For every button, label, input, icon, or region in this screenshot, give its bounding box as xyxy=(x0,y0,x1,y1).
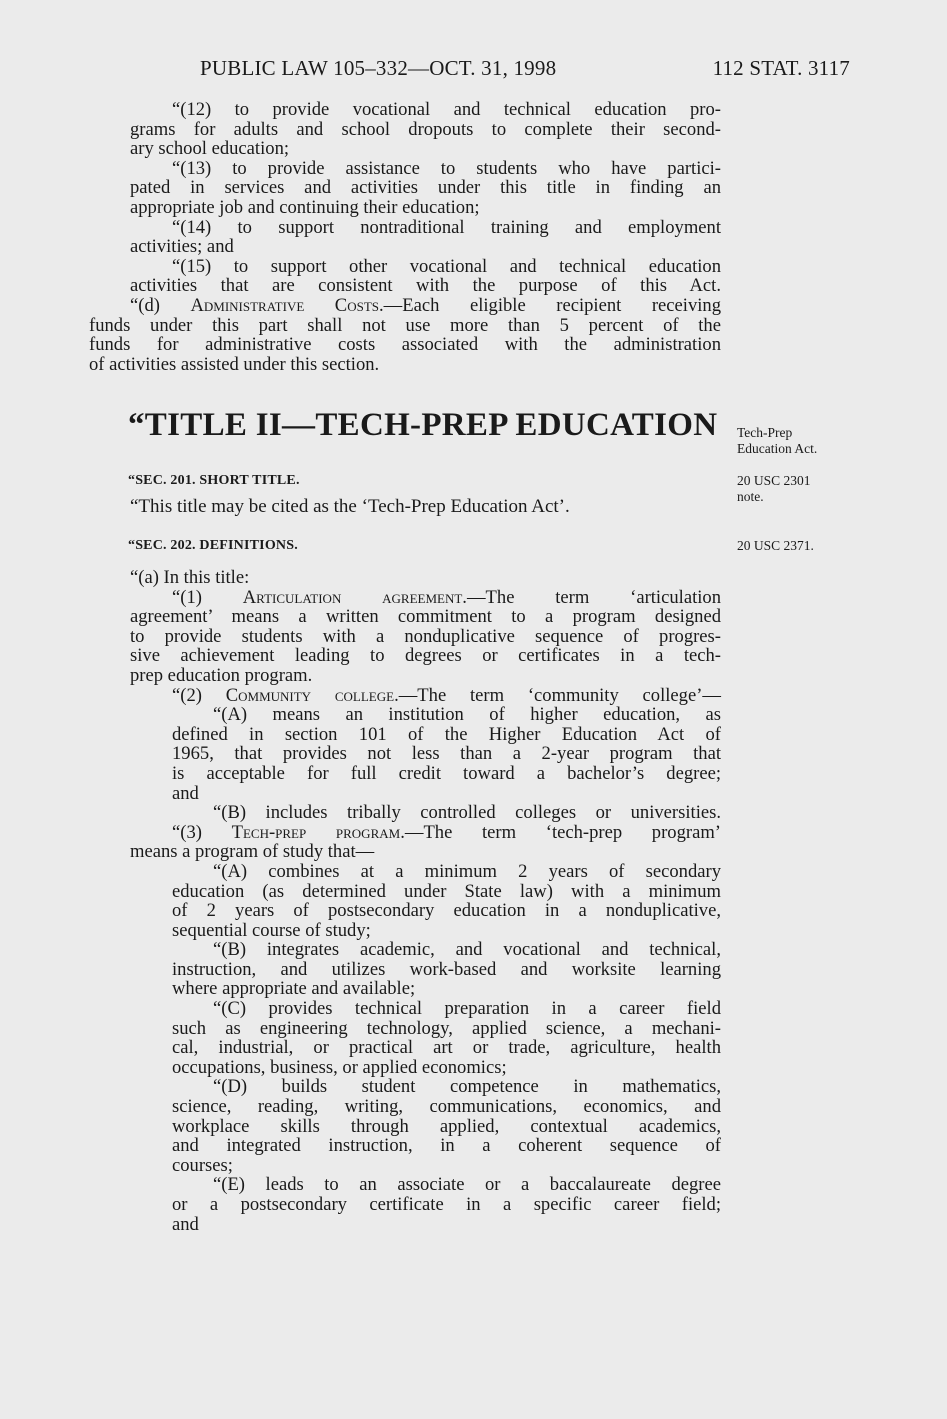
header-public-law: PUBLIC LAW 105–332—OCT. 31, 1998 xyxy=(200,56,557,80)
def2-prefix: “(2) xyxy=(172,684,226,706)
def-line: science, reading, writing, communications, economics, and xyxy=(172,1096,721,1118)
definitions-block xyxy=(89,568,721,1234)
margin-note-line: note. xyxy=(737,488,764,504)
para-line: activities that are consistent with the purpose of this Act. xyxy=(130,275,721,297)
para-line: of activities assisted under this section. xyxy=(89,353,380,375)
def3-term: Tech-prep program xyxy=(231,821,401,843)
def-line: and xyxy=(172,782,199,804)
margin-note-line: Tech-Prep xyxy=(737,425,793,440)
para-line: activities; and xyxy=(130,236,234,258)
sec-201-heading: “SEC. 201. SHORT TITLE. xyxy=(128,473,300,488)
def-line: defined in section 101 of the Higher Education Act of xyxy=(172,723,721,745)
def-line: to provide students with a nonduplicative sequence of progres- xyxy=(130,625,721,647)
para-line: grams for adults and school dropouts to complete their second- xyxy=(130,118,721,140)
margin-note-act xyxy=(737,425,817,456)
def-line: cal, industrial, or practical art or trade, agriculture, health xyxy=(172,1037,721,1059)
def-line: sive achievement leading to degrees or certificates in a tech- xyxy=(130,645,721,667)
def-line: “(B) integrates academic, and vocational and technical, xyxy=(213,939,721,961)
def-line: education (as determined under State law) with a minimum xyxy=(172,880,721,902)
margin-note-201 xyxy=(737,473,811,504)
def1-heading-line xyxy=(89,588,721,608)
top-block xyxy=(89,100,721,374)
page-header xyxy=(200,56,850,86)
def1-prefix: “(1) xyxy=(172,586,243,608)
def-line: agreement’ means a written commitment to a program designed xyxy=(130,606,721,628)
admin-costs-line xyxy=(89,296,721,316)
def-line: means a program of study that— xyxy=(130,841,375,863)
admin-costs-text: .—Each eligible recipient receiving xyxy=(379,294,721,316)
def2-rest: .—The term ‘community college’— xyxy=(394,684,721,706)
margin-note-line: 20 USC 2301 xyxy=(737,473,811,488)
def1-term: Articulation agreement xyxy=(242,586,463,608)
def-line: is acceptable for full credit toward a bachelor’s degree; xyxy=(172,762,721,784)
def-line: of 2 years of postsecondary education in a nonduplicative, xyxy=(172,900,721,922)
def-line: and integrated instruction, in a coherent sequence of xyxy=(172,1135,721,1157)
def1-rest: .—The term ‘articulation xyxy=(462,586,721,608)
def2-heading-line xyxy=(89,686,721,706)
def-line: “(D) builds student competence in mathematics, xyxy=(213,1076,721,1098)
para-line: funds for administrative costs associated with the administration xyxy=(89,334,721,356)
def2-term: Community college xyxy=(225,684,395,706)
para-line: “(14) to support nontraditional training and employment xyxy=(172,216,721,238)
def3-prefix: “(3) xyxy=(172,821,232,843)
def-line: 1965, that provides not less than a 2-year program that xyxy=(172,743,721,765)
admin-costs-prefix: “(d) xyxy=(130,294,191,316)
title-heading: “TITLE II—TECH-PREP EDUCATION xyxy=(128,407,718,443)
def-line: prep education program. xyxy=(130,664,313,686)
short-title-text: “This title may be cited as the ‘Tech-Prep Education Act’. xyxy=(130,496,570,517)
def3-rest: .—The term ‘tech-prep program’ xyxy=(400,821,721,843)
def-line: “(A) means an institution of higher education, as xyxy=(213,704,721,726)
def-line: such as engineering technology, applied science, a mechani- xyxy=(172,1017,721,1039)
margin-note-202: 20 USC 2371. xyxy=(737,538,814,553)
def-line: “(A) combines at a minimum 2 years of secondary xyxy=(213,860,721,882)
def-line: where appropriate and available; xyxy=(172,978,416,1000)
admin-costs-heading: Administrative Costs xyxy=(190,294,380,316)
def-line: sequential course of study; xyxy=(172,919,371,941)
definitions-intro: “(a) In this title: xyxy=(130,567,250,588)
def-line: instruction, and utilizes work-based and worksite learning xyxy=(172,958,721,980)
def-line: workplace skills through applied, contextual academics, xyxy=(172,1115,721,1137)
header-stat-page: 112 STAT. 3117 xyxy=(712,56,850,80)
def-line: “(E) leads to an associate or a baccalaureate degree xyxy=(213,1174,721,1196)
para-line: “(15) to support other vocational and technical education xyxy=(172,255,721,277)
sec-202-heading: “SEC. 202. DEFINITIONS. xyxy=(128,538,298,553)
def-line: courses; xyxy=(172,1154,233,1176)
def-line: and xyxy=(172,1213,199,1235)
para-line: pated in services and activities under this title in finding an xyxy=(130,177,721,199)
def-line: “(C) provides technical preparation in a career field xyxy=(213,998,721,1020)
para-line: funds under this part shall not use more than 5 percent of the xyxy=(89,314,721,336)
def3-heading-line xyxy=(89,823,721,843)
def-line: or a postsecondary certificate in a specific career field; xyxy=(172,1194,721,1215)
para-line: ary school education; xyxy=(130,138,290,160)
def-line: “(B) includes tribally controlled colleges or universities. xyxy=(213,802,721,824)
def-line: occupations, business, or applied economics; xyxy=(172,1056,507,1078)
para-line: “(13) to provide assistance to students who have partici- xyxy=(172,157,721,179)
para-line: “(12) to provide vocational and technical education pro- xyxy=(172,99,721,120)
para-line: appropriate job and continuing their education; xyxy=(130,196,480,218)
margin-note-line: Education Act. xyxy=(737,440,818,456)
